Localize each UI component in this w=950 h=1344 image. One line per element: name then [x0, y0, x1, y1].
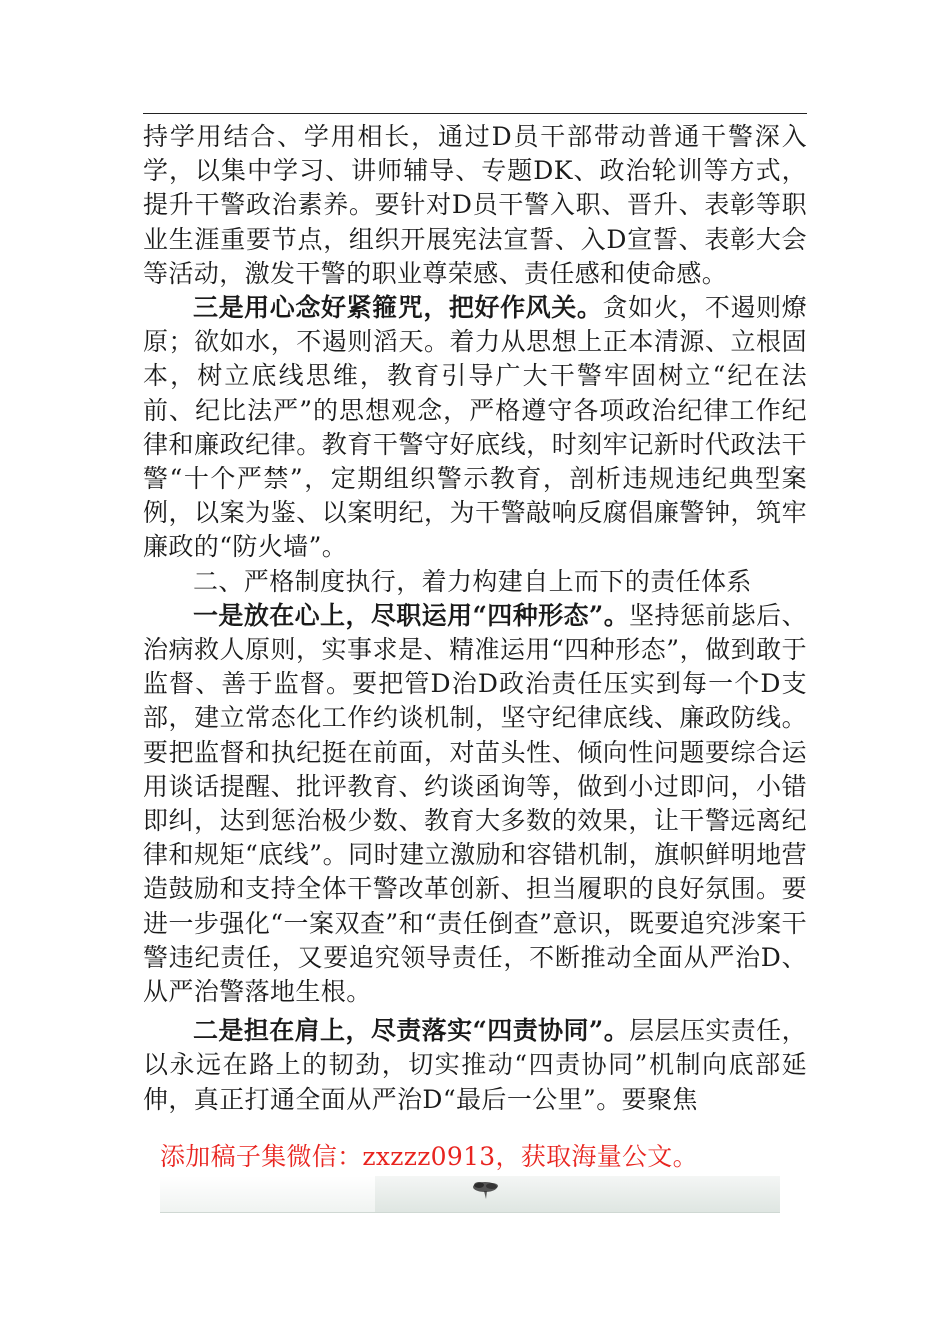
- paragraph-4-lead: 一是放在心上，尽职运用“四种形态”。: [193, 600, 630, 630]
- section-heading: [143, 565, 807, 599]
- document-body: [143, 120, 807, 1117]
- paragraph-5-text: 层层压实责任，以永远在路上的韧劲，切实推动“四责协同”机制向底部延伸，真正打通全面从严治D“最后一公里”。要聚焦: [143, 1016, 807, 1114]
- paragraph-5: [143, 1014, 807, 1117]
- paragraph-2-text: 贪如火，不遏则燎原；欲如水，不遏则滔天。着力从思想上正本清源、立根固本，树立底线思维，教育引导广大干警牢固树立“纪在法前、纪比法严”的思想观念，严格遵守各项政治纪律工作纪律和廉政纪律。教育干警守好底线，时刻牢记新时代政法干警“十个严禁”，定期组织警示教育，剖析违规违纪典型案例，以案为鉴、以案明纪，为干警敲响反腐倡廉警钟，筑牢廉政的“防火墙”。: [143, 293, 808, 562]
- footer-banner-strip: [160, 1176, 780, 1213]
- paragraph-4-text: 坚持惩前毖后、治病救人原则，实事求是、精准运用“四种形态”，做到敢于监督、善于监督。要把管D治D政治责任压实到每一个D支部，建立常态化工作约谈机制，坚守纪律底线、廉政防线。要把监督和执纪挺在前面，对苗头性、倾向性问题要综合运用谈话提醒、批评教育、约谈函询等，做到小过即问，小错即纠，达到惩治极少数、教育大多数的效果，让干警远离纪律和规矩“底线”。同时建立激励和容错机制，旗帜鲜明地营造鼓励和支持全体干警改革创新、担当履职的良好氛围。要进一步强化“一案双查”和“责任倒查”意识，既要追究涉案干警违纪责任，又要追究领导责任，不断推动全面从严治D、从严治警落地生根。: [143, 600, 807, 1007]
- paragraph-2-lead: 三是用心念好紧箍咒，把好作风关。: [193, 293, 603, 323]
- paragraph-1-text: 持学用结合、学用相长，通过D员干部带动普通干警深入学，以集中学习、讲师辅导、专题DK、政治轮训等方式，提升干警政治素养。要针对D员干警入职、晋升、表彰等职业生涯重要节点，组织开展宪法宣誓、入D宣誓、表彰大会等活动，激发干警的职业尊荣感、责任感和使命感。: [143, 122, 807, 288]
- paragraph-4: [143, 599, 807, 1009]
- footer-promo-note: 添加稿子集微信：zxzzz0913，获取海量公文。: [160, 1142, 698, 1171]
- footer-banner-left-panel: [160, 1176, 375, 1212]
- section-heading-text: 二、严格制度执行，着力构建自上而下的责任体系: [193, 566, 752, 596]
- paragraph-1: [143, 120, 807, 291]
- header-rule: [143, 113, 807, 114]
- ink-ornament-icon: [465, 1178, 505, 1200]
- paragraph-2: [143, 291, 807, 565]
- paragraph-5-lead: 二是担在肩上，尽责落实“四责协同”。: [193, 1016, 630, 1046]
